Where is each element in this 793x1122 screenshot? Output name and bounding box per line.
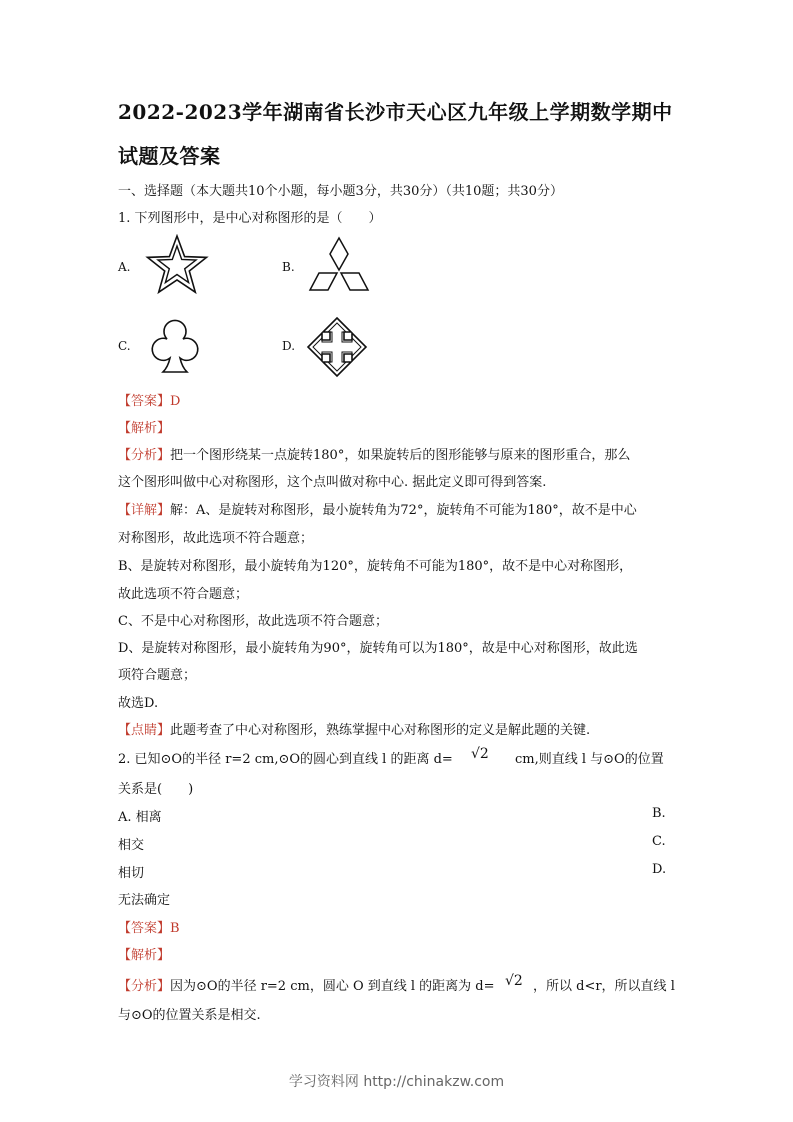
fenxi-tag: 【分析】 xyxy=(118,448,171,463)
q1-option-c-label: C. xyxy=(118,339,131,353)
q2-option-c-label: C. xyxy=(652,834,666,849)
q2-option-b-label: B. xyxy=(652,806,666,821)
q1-option-a-label: A. xyxy=(118,260,131,274)
four-arrow-figure-icon xyxy=(306,316,368,378)
dianjing-tag: 【点睛】 xyxy=(118,723,171,738)
fenxi-text: 把一个图形绕某一点旋转180°，如果旋转后的图形能够与原来的图形重合，那么 xyxy=(170,448,631,463)
q1-analysis-heading: 【解析】 xyxy=(118,421,171,436)
q1-option-d-label: D. xyxy=(282,339,296,353)
q1-xiangjie-line2: 对称图形，故此选项不符合题意； xyxy=(118,531,314,546)
q1-xiangjie-line4: 故此选项不符合题意； xyxy=(118,587,249,602)
q1-answer: 【答案】D xyxy=(118,394,181,409)
q2-option-d-text: 无法确定 xyxy=(118,893,171,908)
xiangjie-tag: 【详解】 xyxy=(118,503,171,518)
q1-fenxi-line2: 这个图形叫做中心对称图形，这个点叫做对称中心. 据此定义即可得到答案. xyxy=(118,475,547,490)
star-figure-icon xyxy=(144,234,210,296)
q1-xiangjie-line8: 故选D. xyxy=(118,696,159,711)
q2-option-a: A. 相离 xyxy=(118,810,162,825)
doc-title-line1: 2022-2023学年湖南省长沙市天心区九年级上学期数学期中 xyxy=(118,100,673,124)
q2-fenxi-sqrt: √2 xyxy=(505,973,523,989)
section-heading: 一、选择题（本大题共10个小题，每小题3分，共30分）（共10题；共30分） xyxy=(118,184,563,199)
q2-stem-b: cm,则直线 l 与⊙O的位置 xyxy=(515,752,664,767)
q2-sqrt-value: √2 xyxy=(471,746,489,762)
club-figure-icon xyxy=(144,314,206,376)
q2-analysis-heading: 【解析】 xyxy=(118,948,171,963)
q2-stem-a: 2. 已知⊙O的半径 r=2 cm,⊙O的圆心到直线 l 的距离 d= xyxy=(118,752,453,767)
q2-option-b-text: 相交 xyxy=(118,838,145,853)
fenxi-tag: 【分析】 xyxy=(118,979,171,994)
dianjing-text: 此题考查了中心对称图形，熟练掌握中心对称图形的定义是解此题的关键. xyxy=(170,723,591,738)
q1-xiangjie-line3: B、是旋转对称图形，最小旋转角为120°，旋转角不可能为180°，故不是中心对称图形， xyxy=(118,559,633,574)
q1-fenxi-line1 xyxy=(118,444,630,463)
q2-fenxi-line2: 与⊙O的位置关系是相交. xyxy=(118,1008,261,1023)
q1-xiangjie-line5: C、不是中心对称图形，故此选项不符合题意； xyxy=(118,614,388,629)
q1-option-b-label: B. xyxy=(282,260,295,274)
q2-answer: 【答案】B xyxy=(118,921,180,936)
q1-xiangjie-line7: 项符合题意； xyxy=(118,668,197,683)
doc-title-line2: 试题及答案 xyxy=(118,144,221,168)
three-diamond-figure-icon xyxy=(307,236,371,298)
fenxi-text: 因为⊙O的半径 r=2 cm，圆心 O 到直线 l 的距离为 d= xyxy=(170,979,495,994)
q2-option-d-label: D. xyxy=(652,862,667,877)
q2-fenxi-line1 xyxy=(118,975,495,994)
xiangjie-text: 解：A、是旋转对称图形，最小旋转角为72°，旋转角不可能为180°，故不是中心 xyxy=(170,503,637,518)
q1-dianjing xyxy=(118,719,590,738)
q2-stem-line2: 关系是( ) xyxy=(118,782,194,797)
q1-stem: 1. 下列图形中，是中心对称图形的是（ ） xyxy=(118,211,382,226)
footer-watermark: 学习资料网 http://chinakzw.com xyxy=(288,1074,505,1090)
q2-fenxi-line1-tail: ，所以 d<r，所以直线 l xyxy=(533,979,675,994)
q1-xiangjie-line1 xyxy=(118,499,637,518)
q1-xiangjie-line6: D、是旋转对称图形，最小旋转角为90°，旋转角可以为180°，故是中心对称图形，故此选 xyxy=(118,641,638,656)
q2-option-c-text: 相切 xyxy=(118,866,145,881)
